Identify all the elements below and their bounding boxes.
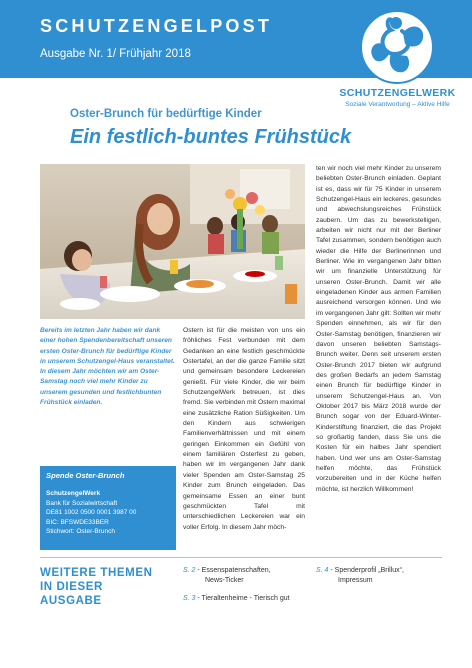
donation-reference: Stichwort: Oster-Brunch bbox=[46, 528, 115, 536]
donation-bank: Bank für Sozialwirtschaft bbox=[46, 499, 118, 507]
toc-item-page-4[interactable] bbox=[316, 566, 404, 585]
angel-icon bbox=[353, 8, 441, 86]
toc-item-page-2[interactable] bbox=[183, 566, 271, 585]
donation-title: Spende Oster-Brunch bbox=[46, 471, 125, 480]
toc-item-page-3[interactable] bbox=[183, 594, 290, 604]
more-topics-heading: WEITERE THEMEN IN DIESER AUSGABE bbox=[40, 567, 153, 607]
toc-page-number: S. 2 bbox=[183, 567, 196, 574]
toc-item-text: - Tieraltenheime - Tierisch gut bbox=[197, 595, 290, 602]
toc-item-text: - Spenderprofil „Brillux“, bbox=[330, 567, 404, 574]
toc-item-text-continued: News-Ticker bbox=[205, 576, 244, 584]
article-column-middle: Ostern ist für die meisten von uns ein fröhliches Fest verbunden mit dem Gedanken an eine festlich geschmückte Ostertafel, an der die ganze Familie sitzt und gemeinsam besondere Leckereien genießt. Für viele Kinder, die wir beim SchutzengelWerk betreuen, ist dies fremd. Sie verbinden mit Ostern maximal eine zusätzliche Ration Süßigkeiten. Um den Kindern aus schwierigen Familienverhältnissen und mit einem geringen Einkommen ein Gefühl von einem familiären Osterfest zu geben, haben wir im vergangenen Jahr dank vieler Spenden am Oster-Samstag 25 Kinder zum Brunch eingeladen. Das gemeinsame Essen an einer bunt geschmückten Tafel mit unterschiedlichen Leckereien war ein voller Erfolg. In diesem Jahr möch- bbox=[183, 327, 305, 531]
children-brunch-image bbox=[40, 164, 305, 319]
organization-name: SCHUTZENGELWERK bbox=[339, 87, 456, 99]
article-kicker: Oster-Brunch für bedürftige Kinder bbox=[70, 108, 262, 120]
article-column-right: ten wir noch viel mehr Kinder zu unserem beliebten Oster-Brunch einladen. Geplant ist es, dass wir für 75 Kinder in unserem Schutzengel-Haus ein leckeres, gesundes und abwechslungsreiches Frühstück zaubern. Um das zu bewerkstelligen, arbeiten wir nicht nur mit der Berliner Tafel zusammen, sondern benötigen auch wieder die Hilfe der Berlinerinnen und Berliner. Wie im vergangenen Jahr bitten wir um finanzielle Unterstützung für unseren Oster-Brunch. Damit wir alle eingeladenen Kinder aus armen Familien ausreichend versorgen können. Und wie im vergangenen Jahr gilt: Sollten wir mehr Spenden einnehmen, als wir für den Oster-Samstag benötigen, finanzieren wir davon unseren beliebten Samstags-Brunch weiter. Denn seit unserem ersten Oster-Brunch 2017 bieten wir aufgrund des großen Bedarfs an jedem Samstag einen Brunch für bedürftige Kinder in unserem Schutzengel-Haus an. Von Oktober 2017 bis März 2018 wurde der Brunch sogar von der Eduard-Winter-Kinderstiftung finanziert, die das Projekt so großartig fanden, dass Sie uns die Kosten für ein halbes Jahr spendiert haben. Und wer uns am Oster-Samstag helfen möchte, das Frühstück vorzubereiten und in der Küche helfen möchte, ist herzlich Willkommen! bbox=[316, 165, 441, 493]
organization-logo bbox=[330, 6, 465, 106]
newsletter-title: SCHUTZENGELPOST bbox=[40, 16, 273, 36]
brunch-photo bbox=[40, 164, 305, 319]
toc-page-number: S. 3 bbox=[183, 595, 196, 602]
article-headline: Ein festlich-buntes Frühstück bbox=[70, 126, 352, 148]
donation-box bbox=[40, 466, 176, 550]
toc-item-text: - Essenspatenschaften, bbox=[197, 567, 271, 574]
toc-item-text-continued: Impressum bbox=[338, 576, 373, 584]
toc-page-number: S. 4 bbox=[316, 567, 329, 574]
section-divider bbox=[40, 557, 442, 558]
issue-label: Ausgabe Nr. 1/ Frühjahr 2018 bbox=[40, 48, 191, 60]
donation-org: SchutzengelWerk bbox=[46, 490, 101, 497]
donation-iban: DE81 1002 0500 0001 3987 00 bbox=[46, 509, 137, 517]
article-lead: Bereits im letzten Jahr haben wir dank einer hohen Spendenbereitschaft unseren ersten Oster-Brunch für bedürftige Kinder in unserem Schutzengel-Haus veranstaltet. In diesem Jahr möchten wir am Oster-Samstag noch viel mehr Kinder zu unserem gesunden und festlichbunten Frühstück einladen. bbox=[40, 327, 175, 407]
donation-bic: BIC: BFSWDE33BER bbox=[46, 518, 109, 526]
organization-tagline: Soziale Verantwortung – Aktive Hilfe bbox=[345, 101, 450, 108]
